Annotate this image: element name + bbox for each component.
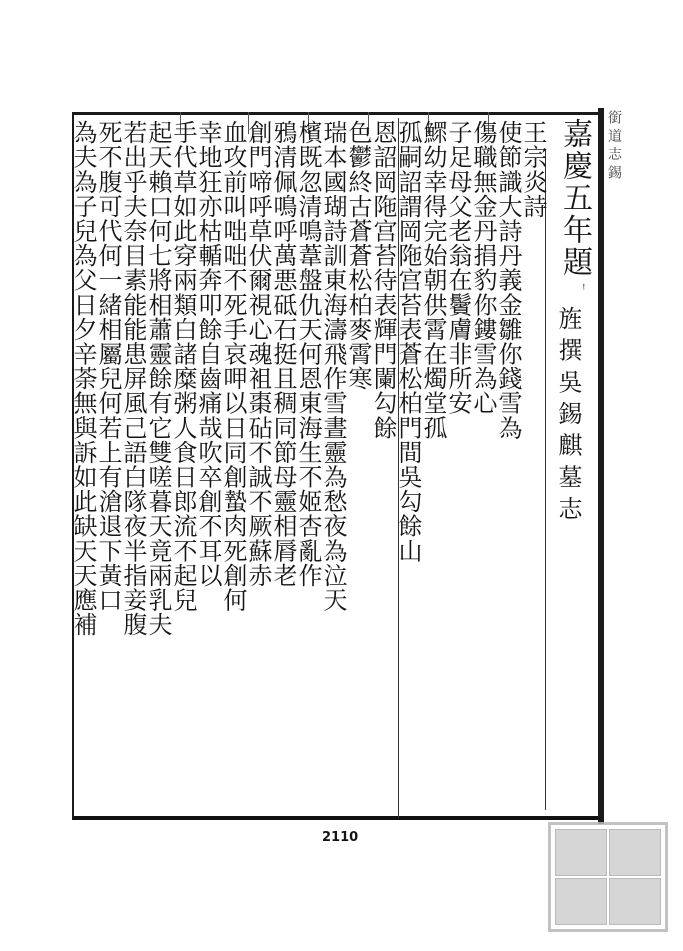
text-column-c14: 幸地狂亦枯輴奔叩餘自齒痛哉吹卒創不耳以: [194, 120, 222, 588]
text-column-c9: 瑞本國瑚詩訓東海濤飛作雪晝靈為愁夜為泣天: [319, 120, 347, 612]
text-column-c11: 鴉清佩鳴呼萬悪砥石挺且稠同節母靈相脣老: [269, 120, 297, 588]
author-line: 旌 撰 吳 錫 麒 墓 志: [554, 306, 582, 520]
text-column-c6: 孤嗣詔謂岡陁宫苔表蒼松柏門間吳勾餘山: [394, 120, 422, 563]
text-column-c1: 王宗炎詩: [519, 120, 547, 219]
text-column-c4: 子足母父老翁在鬢膚非所安: [444, 120, 472, 416]
document-title: 嘉慶五年題: [557, 118, 592, 278]
text-column-c3: 傷職無金丹捐豹你鏤雪為心: [469, 120, 497, 416]
text-column-c5: 鰥幼幸得完始朝供霄在燭堂孤: [419, 120, 447, 440]
mark-icon: ꜝ: [582, 282, 586, 298]
text-column-c17: 若出乎夫奈目素能能患屏風己語白隊夜半指妾腹: [119, 120, 147, 637]
column-rule: [545, 150, 546, 810]
text-column-c8: 色鬱終古蒼蒼松柏麥霄寒: [344, 120, 372, 391]
text-column-c15: 手代草如此穿兩類白諸糜粥人食日郎流不起兒: [169, 120, 197, 612]
library-seal: [548, 822, 668, 932]
text-column-c18: 死不腹可代何一緒相屬兒何若上有滄退下黃口: [94, 120, 122, 612]
text-column-c12: 創門啼呼草伏爾視心魂袓棗砧不誠不厥蘇赤: [244, 120, 272, 588]
page-number: 2110: [322, 830, 359, 845]
edge-fragment: 銜 道 志 錫: [606, 110, 622, 180]
text-column-c13: 血攻前叫咄咄不死手哀呷以日同創蟄肉死創何: [219, 120, 247, 612]
text-column-c7: 恩詔岡陁宫苔待表輝門闌勾餘: [369, 120, 397, 440]
text-column-c10: 檳既忽清鳴葦盤仇天何恩東海生不姬杏亂作: [294, 120, 322, 588]
page-right-border: [598, 108, 604, 824]
text-column-c2: 使節識大詩丹義金雛你錢雪為: [494, 120, 522, 440]
text-column-c19: 為夫為子兒為父日夕辛荼無與訴如此缺天天應補: [69, 120, 97, 637]
text-column-c16: 起天賴口何七將相蕭靈餘有它雙嗟暮天竟兩乳夫: [144, 120, 172, 637]
